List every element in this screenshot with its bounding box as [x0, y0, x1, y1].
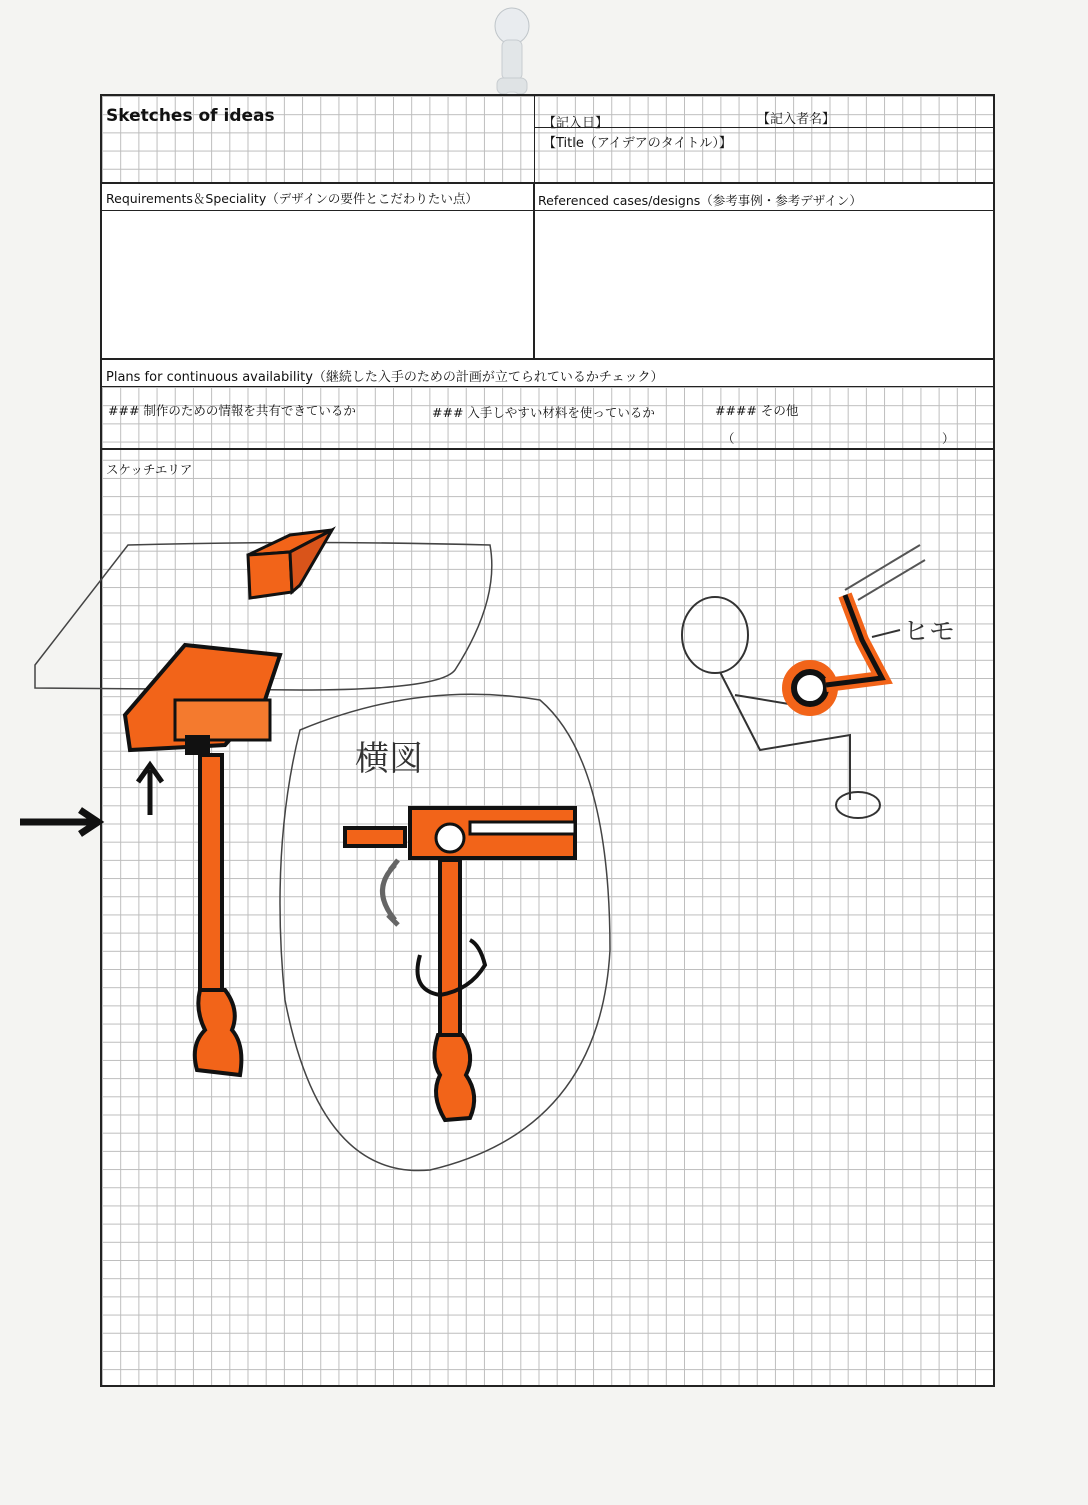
author-label: 【記入者名】: [757, 112, 836, 127]
check-text: その他: [760, 403, 799, 418]
other-paren-open: （: [722, 431, 735, 446]
sketch-area-label: スケッチエリア: [106, 462, 193, 477]
date-label: 【記入日】: [543, 116, 609, 131]
references-heading: Referenced cases/designs（参考事例・参考デザイン）: [538, 193, 862, 208]
check-text: 制作のための情報を共有できているか: [143, 403, 356, 418]
check-mark: ###: [432, 405, 464, 420]
check-text: 入手しやすい材料を使っているか: [467, 405, 655, 420]
other-paren-close: ）: [942, 431, 955, 446]
string-note: ヒモ: [903, 617, 956, 647]
idea-title-label: 【Title（アイデアのタイトル）】: [543, 136, 732, 151]
check-item-other: [715, 401, 798, 419]
check-mark: ####: [715, 403, 757, 418]
plans-heading: Plans for continuous availability（継続した入手のための計画が立てられているかチェック）: [106, 370, 664, 385]
requirements-heading: Requirements＆Speciality（デザインの要件とこだわりたい点）: [106, 191, 478, 206]
right-arrow: [20, 810, 98, 834]
check-item-materials: [432, 403, 655, 421]
side-view-note: 横図: [355, 739, 423, 779]
sheet-title: Sketches of ideas: [106, 106, 275, 126]
check-mark: ###: [108, 403, 140, 418]
worksheet: [100, 94, 995, 1387]
check-item-info-sharing: [108, 401, 356, 419]
